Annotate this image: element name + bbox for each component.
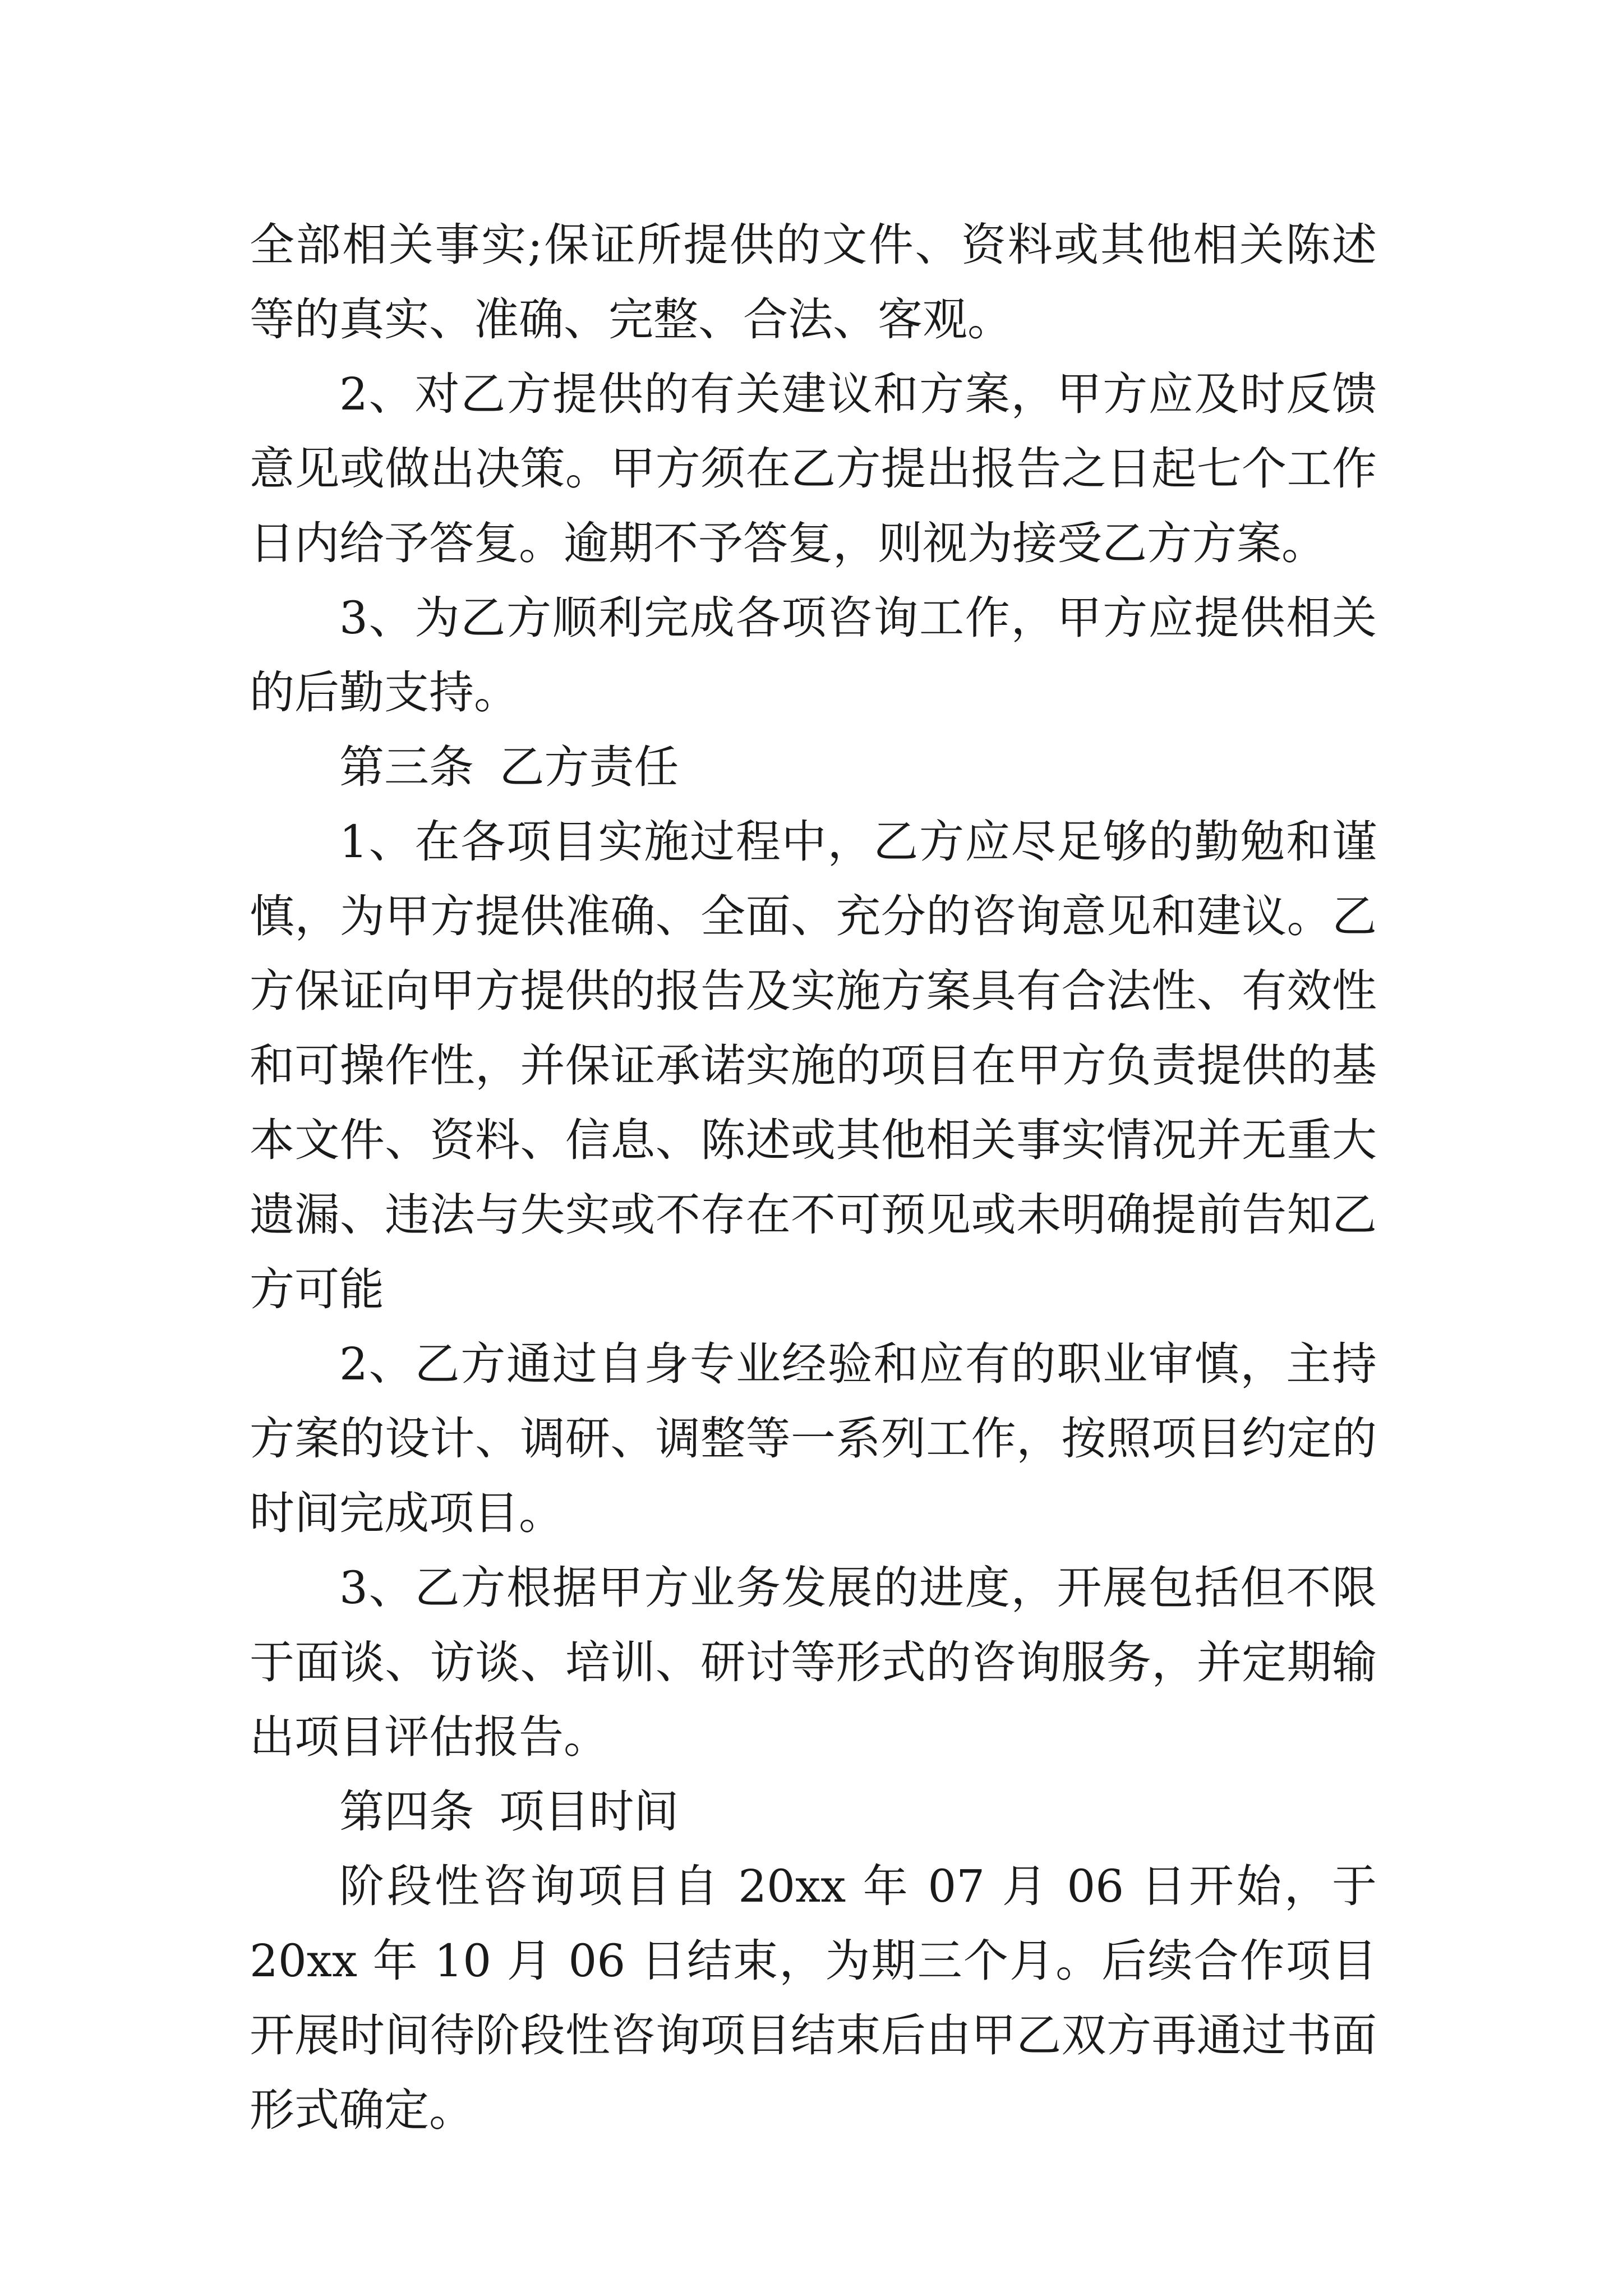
paragraph-item-1-party-b: 1、在各项目实施过程中，乙方应尽足够的勤勉和谨慎，为甲方提供准确、全面、充分的咨询意见和建议。乙方保证向甲方提供的报告及实施方案具有合法性、有效性和可操作性，并保证承诺实施的项目在甲方负责提供的基本文件、资料、信息、陈述或其他相关事实情况并无重大遗漏、违法与失实或不存在不可预见或未明确提前告知乙方可能 — [250, 816, 1377, 1315]
paragraph-item-3-party-b: 3、乙方根据甲方业务发展的进度，开展包括但不限于面谈、访谈、培训、研讨等形式的咨询服务，并定期输出项目评估报告。 — [250, 1562, 1377, 1763]
paragraph-item-2-party-b: 2、乙方通过自身专业经验和应有的职业审慎，主持方案的设计、调研、调整等一系列工作，按照项目约定的时间完成项目。 — [250, 1338, 1377, 1539]
paragraph-project-time: 阶段性咨询项目自 20xx 年 07 月 06 日开始，于 20xx 年 10 月 06 日结束，为期三个月。后续合作项目开展时间待阶段性咨询项目结束后由甲乙双方再通过书面形式确定。 — [250, 1860, 1377, 2136]
paragraph-item-3-party-a: 3、为乙方顺利完成各项咨询工作，甲方应提供相关的后勤支持。 — [250, 592, 1377, 719]
paragraph-continuation: 全部相关事实;保证所提供的文件、资料或其他相关陈述等的真实、准确、完整、合法、客观。 — [250, 219, 1377, 346]
document-body — [250, 208, 1377, 2147]
paragraph-item-2-party-a: 2、对乙方提供的有关建议和方案，甲方应及时反馈意见或做出决策。甲方须在乙方提出报告之日起七个工作日内给予答复。逾期不予答复，则视为接受乙方方案。 — [250, 368, 1377, 569]
section-heading-article-3: 第三条 乙方责任 — [339, 741, 679, 793]
section-heading-article-4: 第四条 项目时间 — [339, 1786, 679, 1838]
